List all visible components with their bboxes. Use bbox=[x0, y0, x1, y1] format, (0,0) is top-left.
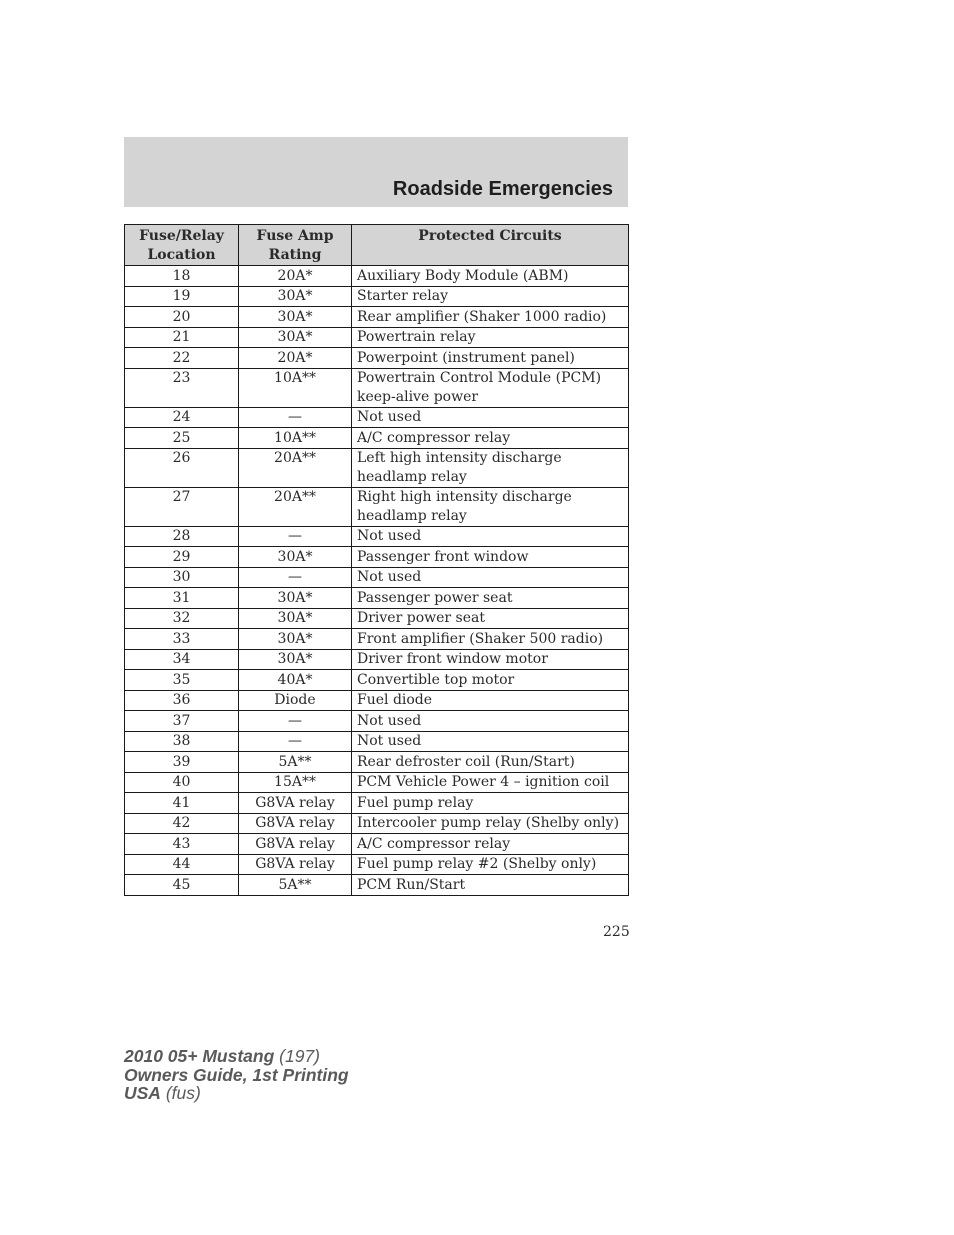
page-number: 225 bbox=[603, 924, 630, 940]
cell-location: 19 bbox=[125, 286, 239, 307]
footer-edition: Owners Guide, 1st Printing bbox=[124, 1064, 349, 1085]
cell-rating: 30A* bbox=[239, 307, 352, 328]
cell-location: 18 bbox=[125, 266, 239, 287]
cell-circuit: Not used bbox=[352, 731, 629, 752]
cell-rating: — bbox=[239, 407, 352, 428]
cell-circuit: Powertrain relay bbox=[352, 327, 629, 348]
table-row bbox=[125, 670, 629, 691]
cell-circuit: A/C compressor relay bbox=[352, 428, 629, 449]
table-row bbox=[125, 487, 629, 526]
cell-circuit: Starter relay bbox=[352, 286, 629, 307]
column-header-rating: Fuse Amp Rating bbox=[239, 225, 352, 266]
cell-rating: 15A** bbox=[239, 772, 352, 793]
footer-market-code: (fus) bbox=[165, 1083, 201, 1103]
column-header-location: Fuse/Relay Location bbox=[125, 225, 239, 266]
cell-location: 45 bbox=[125, 875, 239, 896]
cell-circuit: Passenger power seat bbox=[352, 588, 629, 609]
table-row bbox=[125, 731, 629, 752]
footer-model-code: (197) bbox=[279, 1046, 321, 1066]
table-row bbox=[125, 772, 629, 793]
cell-location: 21 bbox=[125, 327, 239, 348]
table-row bbox=[125, 608, 629, 629]
cell-circuit: Driver power seat bbox=[352, 608, 629, 629]
table-row bbox=[125, 547, 629, 568]
cell-rating: 5A** bbox=[239, 752, 352, 773]
cell-circuit: Passenger front window bbox=[352, 547, 629, 568]
cell-rating: 30A* bbox=[239, 327, 352, 348]
footer-market: USA bbox=[124, 1083, 161, 1103]
cell-circuit: Fuel pump relay #2 (Shelby only) bbox=[352, 854, 629, 875]
cell-circuit: Right high intensity discharge headlamp relay bbox=[352, 487, 629, 526]
table-row bbox=[125, 428, 629, 449]
table-row bbox=[125, 407, 629, 428]
footer-model: 2010 05+ Mustang bbox=[124, 1046, 275, 1066]
table-row bbox=[125, 629, 629, 650]
cell-rating: 20A** bbox=[239, 487, 352, 526]
cell-rating: G8VA relay bbox=[239, 854, 352, 875]
cell-circuit: Powertrain Control Module (PCM) keep-alive power bbox=[352, 368, 629, 407]
table-row bbox=[125, 793, 629, 814]
cell-rating: G8VA relay bbox=[239, 793, 352, 814]
table-header-row bbox=[125, 225, 629, 266]
section-title: Roadside Emergencies bbox=[392, 178, 613, 200]
cell-rating: 10A** bbox=[239, 428, 352, 449]
cell-location: 23 bbox=[125, 368, 239, 407]
cell-rating: G8VA relay bbox=[239, 813, 352, 834]
cell-location: 40 bbox=[125, 772, 239, 793]
cell-rating: Diode bbox=[239, 690, 352, 711]
cell-rating: 30A* bbox=[239, 286, 352, 307]
cell-circuit: Intercooler pump relay (Shelby only) bbox=[352, 813, 629, 834]
cell-location: 42 bbox=[125, 813, 239, 834]
footer-line-2 bbox=[124, 1066, 349, 1085]
cell-rating: 30A* bbox=[239, 608, 352, 629]
cell-circuit: PCM Vehicle Power 4 – ignition coil bbox=[352, 772, 629, 793]
cell-rating: 30A* bbox=[239, 547, 352, 568]
cell-location: 35 bbox=[125, 670, 239, 691]
table-row bbox=[125, 711, 629, 732]
cell-rating: 20A** bbox=[239, 448, 352, 487]
cell-circuit: Rear amplifier (Shaker 1000 radio) bbox=[352, 307, 629, 328]
cell-circuit: Not used bbox=[352, 711, 629, 732]
cell-location: 29 bbox=[125, 547, 239, 568]
cell-rating: 20A* bbox=[239, 348, 352, 369]
cell-circuit: Not used bbox=[352, 407, 629, 428]
cell-location: 22 bbox=[125, 348, 239, 369]
cell-rating: 5A** bbox=[239, 875, 352, 896]
cell-circuit: Not used bbox=[352, 567, 629, 588]
table-row bbox=[125, 690, 629, 711]
table-row bbox=[125, 649, 629, 670]
footer-line-3 bbox=[124, 1084, 349, 1103]
column-header-circuits: Protected Circuits bbox=[352, 225, 629, 266]
table-row bbox=[125, 588, 629, 609]
cell-rating: — bbox=[239, 731, 352, 752]
cell-location: 43 bbox=[125, 834, 239, 855]
cell-location: 44 bbox=[125, 854, 239, 875]
cell-circuit: Fuel diode bbox=[352, 690, 629, 711]
cell-location: 38 bbox=[125, 731, 239, 752]
table-row bbox=[125, 752, 629, 773]
cell-location: 39 bbox=[125, 752, 239, 773]
cell-location: 25 bbox=[125, 428, 239, 449]
cell-circuit: Fuel pump relay bbox=[352, 793, 629, 814]
cell-rating: 30A* bbox=[239, 649, 352, 670]
cell-rating: 20A* bbox=[239, 266, 352, 287]
cell-location: 32 bbox=[125, 608, 239, 629]
cell-rating: 10A** bbox=[239, 368, 352, 407]
table-row bbox=[125, 567, 629, 588]
cell-location: 41 bbox=[125, 793, 239, 814]
cell-rating: — bbox=[239, 526, 352, 547]
footer-imprint bbox=[124, 1047, 349, 1103]
table-row bbox=[125, 368, 629, 407]
cell-location: 36 bbox=[125, 690, 239, 711]
table-row bbox=[125, 854, 629, 875]
cell-circuit: PCM Run/Start bbox=[352, 875, 629, 896]
cell-rating: 30A* bbox=[239, 629, 352, 650]
table-row bbox=[125, 834, 629, 855]
table-row bbox=[125, 307, 629, 328]
table-row bbox=[125, 348, 629, 369]
cell-location: 37 bbox=[125, 711, 239, 732]
cell-circuit: Auxiliary Body Module (ABM) bbox=[352, 266, 629, 287]
cell-rating: 40A* bbox=[239, 670, 352, 691]
cell-rating: G8VA relay bbox=[239, 834, 352, 855]
footer-line-1 bbox=[124, 1047, 349, 1066]
cell-circuit: Convertible top motor bbox=[352, 670, 629, 691]
cell-circuit: Rear defroster coil (Run/Start) bbox=[352, 752, 629, 773]
table-row bbox=[125, 875, 629, 896]
table-row bbox=[125, 286, 629, 307]
cell-location: 30 bbox=[125, 567, 239, 588]
cell-rating: — bbox=[239, 567, 352, 588]
table-body bbox=[125, 266, 629, 896]
cell-circuit: Not used bbox=[352, 526, 629, 547]
cell-location: 34 bbox=[125, 649, 239, 670]
cell-circuit: Powerpoint (instrument panel) bbox=[352, 348, 629, 369]
table-row bbox=[125, 448, 629, 487]
table-row bbox=[125, 327, 629, 348]
cell-location: 28 bbox=[125, 526, 239, 547]
cell-location: 33 bbox=[125, 629, 239, 650]
cell-location: 24 bbox=[125, 407, 239, 428]
cell-circuit: A/C compressor relay bbox=[352, 834, 629, 855]
cell-location: 27 bbox=[125, 487, 239, 526]
cell-circuit: Front amplifier (Shaker 500 radio) bbox=[352, 629, 629, 650]
fuse-table bbox=[124, 224, 629, 896]
table-row bbox=[125, 526, 629, 547]
cell-rating: — bbox=[239, 711, 352, 732]
cell-circuit: Driver front window motor bbox=[352, 649, 629, 670]
table-row bbox=[125, 813, 629, 834]
cell-rating: 30A* bbox=[239, 588, 352, 609]
section-header-band bbox=[124, 137, 628, 207]
cell-circuit: Left high intensity discharge headlamp relay bbox=[352, 448, 629, 487]
table-row bbox=[125, 266, 629, 287]
cell-location: 31 bbox=[125, 588, 239, 609]
cell-location: 20 bbox=[125, 307, 239, 328]
cell-location: 26 bbox=[125, 448, 239, 487]
